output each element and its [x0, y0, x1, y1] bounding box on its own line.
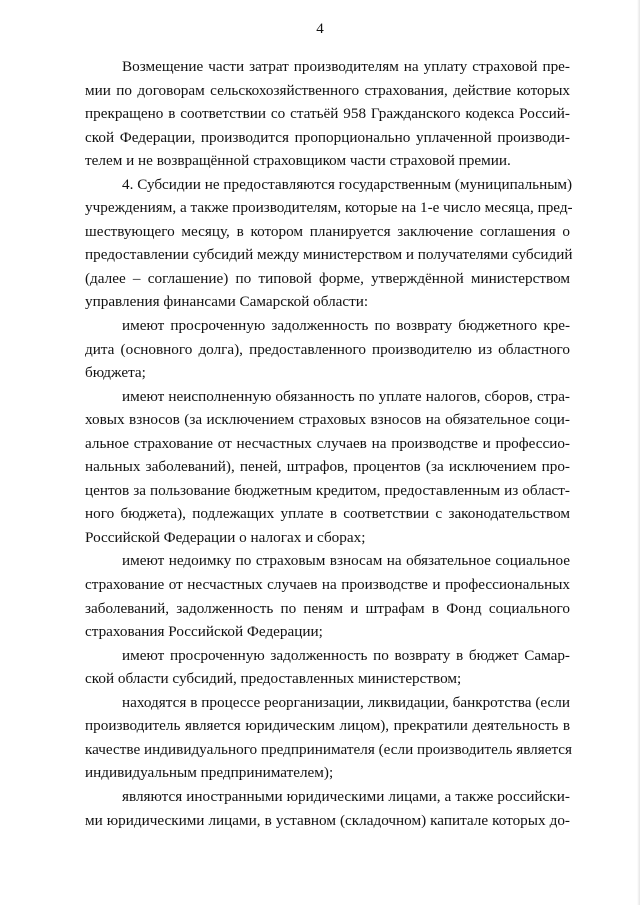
text-line: ного бюджета), подлежащих уплате в соответствии с законодательством	[85, 505, 570, 523]
text-line: альное страхование от несчастных случаев на производстве и профессио-	[85, 434, 570, 452]
text-line: ской области субсидий, предоставленных министерством;	[85, 670, 462, 688]
text-line: страхование от несчастных случаев на производстве и профессиональных	[85, 576, 570, 594]
text-line: производитель является юридическим лицом), прекратили деятельность в	[85, 717, 570, 735]
text-line: прекращено в соответствии со статьёй 958 Гражданского кодекса Россий-	[85, 105, 570, 123]
text-line: имеют просроченную задолженность по возврату бюджетного кре-	[122, 317, 570, 335]
text-line: бюджета;	[85, 364, 146, 382]
document-body	[85, 55, 573, 832]
text-line: имеют неисполненную обязанность по уплате налогов, сборов, стра-	[122, 387, 570, 405]
text-line: телем и не возвращённой страховщиком части страховой премии.	[85, 152, 511, 170]
text-line: индивидуальным предпринимателем);	[85, 764, 334, 782]
paragraph-tax-obligations	[85, 385, 570, 550]
text-line: предоставлении субсидий между министерством и получателями субсидий	[85, 246, 573, 264]
paragraph-reorganization	[85, 691, 573, 785]
text-line: имеют просроченную задолженность по возврату в бюджет Самар-	[122, 646, 570, 664]
paragraph-premium-refund	[85, 55, 570, 173]
text-line: (далее – соглашение) по типовой форме, утверждённой министерством	[85, 269, 570, 287]
text-line: ховых взносов (за исключением страховых взносов на обязательное соци-	[85, 411, 570, 429]
paragraph-foreign-entities	[85, 785, 570, 832]
text-line: нальных заболеваний), пеней, штрафов, процентов (за исключением про-	[85, 458, 570, 476]
text-line: качестве индивидуального предпринимателя (если производитель является	[85, 740, 573, 758]
text-line: страхования Российской Федерации;	[85, 623, 323, 641]
paragraph-item-4	[85, 173, 573, 314]
paragraph-budget-credit-debt	[85, 314, 570, 385]
text-line: учреждениям, а также производителям, которые на 1-е число месяца, пред-	[85, 199, 573, 217]
text-line: мии по договорам сельскохозяйственного страхования, действие которых	[85, 81, 570, 99]
text-line: Российской Федерации о налогах и сборах;	[85, 528, 366, 546]
text-line: ской Федерации, производится пропорционально уплаченной производи-	[85, 128, 570, 146]
paragraph-subsidy-refund-debt	[85, 644, 570, 691]
page-number: 4	[316, 21, 324, 37]
text-line: дита (основного долга), предоставленного производителю из областного	[85, 340, 570, 358]
paragraph-insurance-arrears	[85, 549, 570, 643]
text-line: Возмещение части затрат производителям на уплату страховой пре-	[122, 58, 570, 75]
text-line: являются иностранными юридическими лицами, а также российски-	[122, 787, 570, 805]
text-line: ми юридическими лицами, в уставном (складочном) капитале которых до-	[85, 811, 570, 829]
text-line: шествующего месяцу, в котором планируется заключение соглашения о	[85, 222, 570, 240]
text-line: 4. Субсидии не предоставляются государственным (муниципальным)	[122, 175, 573, 193]
text-line: находятся в процессе реорганизации, ликвидации, банкротства (если	[122, 693, 570, 711]
text-line: имеют недоимку по страховым взносам на обязательное социальное	[122, 552, 570, 570]
text-line: управления финансами Самарской области:	[85, 293, 369, 311]
text-line: заболеваний, задолженность по пеням и штрафам в Фонд социального	[85, 599, 570, 617]
text-line: центов за пользование бюджетным кредитом, предоставленным из област-	[85, 481, 570, 499]
